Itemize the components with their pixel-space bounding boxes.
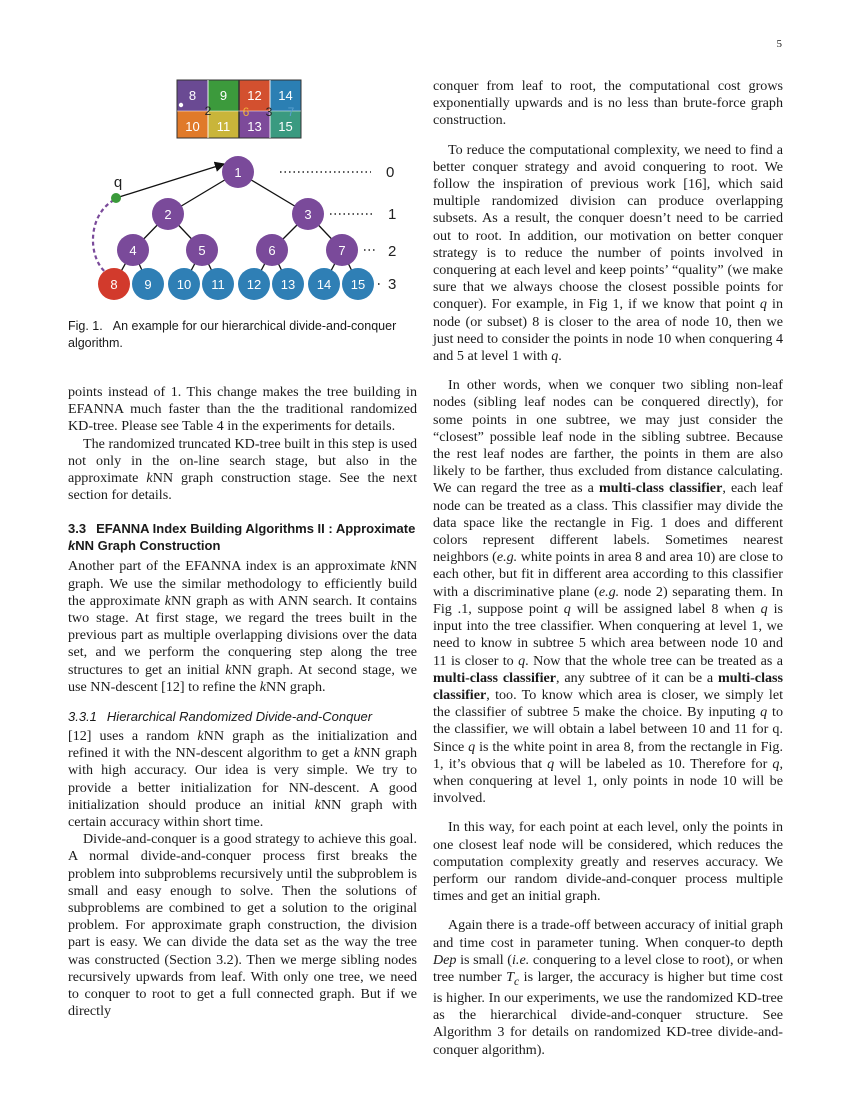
grid-label-10: 10 xyxy=(185,119,200,134)
left-paragraph-4: [12] uses a random kNN graph as the initialization and refined it with the NN-descent algorithm to get a kNN graph with high accuracy. Our idea is very simple. We try to provide a better initialization for NN-descent. A good initialization should produce an initial kNN graph with certain accuracy within short time. xyxy=(68,728,418,831)
level-label-3: 3 xyxy=(388,276,397,293)
right-paragraph-2: To reduce the computational complexity, we need to find a better conquer strategy and avoid conquering to root. We follow the inspiration of previous work [16], which said multiple randomized division can produce overlapping subsets. As a result, the conquer doesn’t need to be carried out to root. In addition, our motivation on better conquer strategy is to reduce the number of points involved in conquering at each level and keep points’ “quality” (we make sure that we always choose the closest possible points for conquer). For example, in Fig 1, if we know that point q in node (or subset) 8 is closer to the area of node 10, then we just need to consider the points in node 10 when conquering 4 and 5 at level 1 with q. xyxy=(433,141,783,365)
tree-node-label-10: 10 xyxy=(176,277,192,292)
tree-node-label-12: 12 xyxy=(246,277,262,292)
level-dotted-lines xyxy=(280,172,382,284)
level-labels xyxy=(386,164,396,293)
right-column xyxy=(433,78,783,1059)
figure-caption-label: Fig. 1. xyxy=(68,319,103,333)
right-paragraph-5: Again there is a trade-off between accuracy of initial graph and time cost in parameter tuning. When conquer-to depth Dep is small (i.e. conquering to a level close to root), or when tree number $T_c$ is larger, the accuracy is higher but time cost is higher. In our experiments, we use the randomized KD-tree as the hierarchical divide-and-conquer structure. See Algorithm 3 for details on randomized KD-tree divide-and-conquer algorithm). xyxy=(433,917,783,1058)
query-label: q xyxy=(113,174,123,191)
tree-node-label-8: 8 xyxy=(110,277,118,292)
grid-label-11: 11 xyxy=(216,119,231,134)
grid-split-2: 2 xyxy=(204,104,212,118)
section-heading-3-3: 3.3 EFANNA Index Building Algorithms II : Approximate kNN Graph Construction xyxy=(68,521,416,554)
tree-node-label-13: 13 xyxy=(280,277,296,292)
left-paragraph-2: The randomized truncated KD-tree built in this step is used not only in the on-line search stage, but also in the approximate kNN graph construction stage. See the next section for details. xyxy=(68,435,417,504)
level-label-2: 2 xyxy=(388,243,397,260)
white-point xyxy=(179,103,183,107)
tree-node-label-15: 15 xyxy=(350,277,366,292)
figure-caption-text: An example for our hierarchical divide-and-conquer algorithm. xyxy=(68,319,397,350)
level-label-1: 1 xyxy=(388,206,397,223)
grid-split-6: 6 xyxy=(242,105,250,119)
tree-node-label-14: 14 xyxy=(316,277,332,292)
query-point xyxy=(111,193,121,203)
figure-caption xyxy=(68,318,417,352)
tree-node-label-1: 1 xyxy=(234,165,242,180)
tree-edges xyxy=(114,172,358,284)
right-paragraph-continued: conquer from leaf to root, the computational cost grows exponentially upwards and is no less than brute-force graph construction. xyxy=(433,78,783,129)
right-paragraph-4: In this way, for each point at each level, only the points in one closest leaf node will be considered, which reduces the computation complexity greatly and reserves accuracy. We perform our random divide-and-conquer process multiple times and get an initial graph. xyxy=(433,819,783,905)
query-to-leaf-dashed-path xyxy=(93,200,114,274)
tree-node-label-2: 2 xyxy=(164,207,172,222)
tree-node-label-5: 5 xyxy=(198,243,206,258)
right-paragraph-3: In other words, when we conquer two sibling non-leaf nodes (sibling leaf nodes can be conquered directly), for some points in one subtree, we may just consider the “closest” possible leaf node in the sibling subtree. Because the rest leaf nodes are farther, the points in them are also likely to be farther, thus excluded from distance calculating. We can regard the tree as a multi-class classifier, each leaf node can be treated as a class. This classifier may divide the data space like the rectangle in Fig. 1 does and different colors represent different labels. Sometimes nearest neighbors (e.g. white points in area 8 and area 10) are close to each other, but fit in different area according to this classifier with a discriminative plane (e.g. node 2) separating them. In Fig .1, suppose point q will be assigned label 8 when q is input into the tree classifier. When conquering at level 1, we need to know in subtree 5 which area between node 10 and 11 is closer to q. Now that the whole tree can be treated as a multi-class classifier, any subtree of it can be a multi-class classifier, too. To know which area is closer, we simply let the classifier of subtree 5 make the choice. By inputing q to the classifier, we will obtain a label between 10 and 11 for q. Since q is the white point in area 8, from the rectangle in Fig. 1, it’s obvious that q will be labeled as 10. Therefore for q, when conquering at level 1, only points in node 10 will be involved. xyxy=(433,377,784,807)
query-arrow xyxy=(113,164,224,198)
grid-label-9: 9 xyxy=(219,88,228,103)
left-column xyxy=(68,384,417,1021)
grid-split-3: 3 xyxy=(265,105,273,119)
grid-label-14: 14 xyxy=(278,88,293,103)
tree-node-label-11: 11 xyxy=(211,277,225,292)
left-paragraph-3: Another part of the EFANNA index is an approximate kNN graph. We use the similar methodology to efficiently build the approximate kNN graph as with ANN search. It contains two stage. At first stage, we regard the trees built in the previous part as multiple overlapping divisions over the data set, and we perform the conquering step along the tree structures to get an initial kNN graph. At second stage, we use NN-descent [12] to refine the kNN graph. xyxy=(68,558,417,695)
tree-node-label-7: 7 xyxy=(338,243,346,258)
page-number: 5 xyxy=(776,38,782,50)
grid-split-7: 7 xyxy=(287,105,295,119)
level-label-0: 0 xyxy=(386,164,395,181)
tree-node-label-6: 6 xyxy=(268,243,276,258)
grid-label-12: 12 xyxy=(247,88,262,103)
figure-1 xyxy=(68,76,417,326)
grid-label-13: 13 xyxy=(247,119,262,134)
left-paragraph-5: Divide-and-conquer is a good strategy to achieve this goal. A normal divide-and-conquer process first breaks the problem into subproblems recursively until the subproblem is small and easy enough to solve. Then the solutions of subproblems are combined to get a solution to the original problem. For approximate graph construction, the division part is easy. We can divide the data set as the way the tree was constructed (Section 3.2). Then we merge sibling nodes recursively upwards from leaf. With only one tree, we need to conquer to root to get a full connected graph. But if we directly xyxy=(68,831,417,1020)
left-paragraph-continued: points instead of 1. This change makes the tree building in EFANNA much faster than the the traditional randomized KD-tree. Please see Table 4 in the experiments for details. xyxy=(68,384,417,435)
grid-label-15: 15 xyxy=(278,119,293,134)
subsection-heading-3-3-1: 3.3.1 Hierarchical Randomized Divide-and-Conquer xyxy=(68,709,373,725)
tree-node-label-9: 9 xyxy=(144,277,152,292)
partition-grid xyxy=(177,80,301,138)
grid-label-8: 8 xyxy=(188,88,197,103)
tree-node-label-4: 4 xyxy=(129,243,137,258)
tree-node-label-3: 3 xyxy=(304,207,312,222)
